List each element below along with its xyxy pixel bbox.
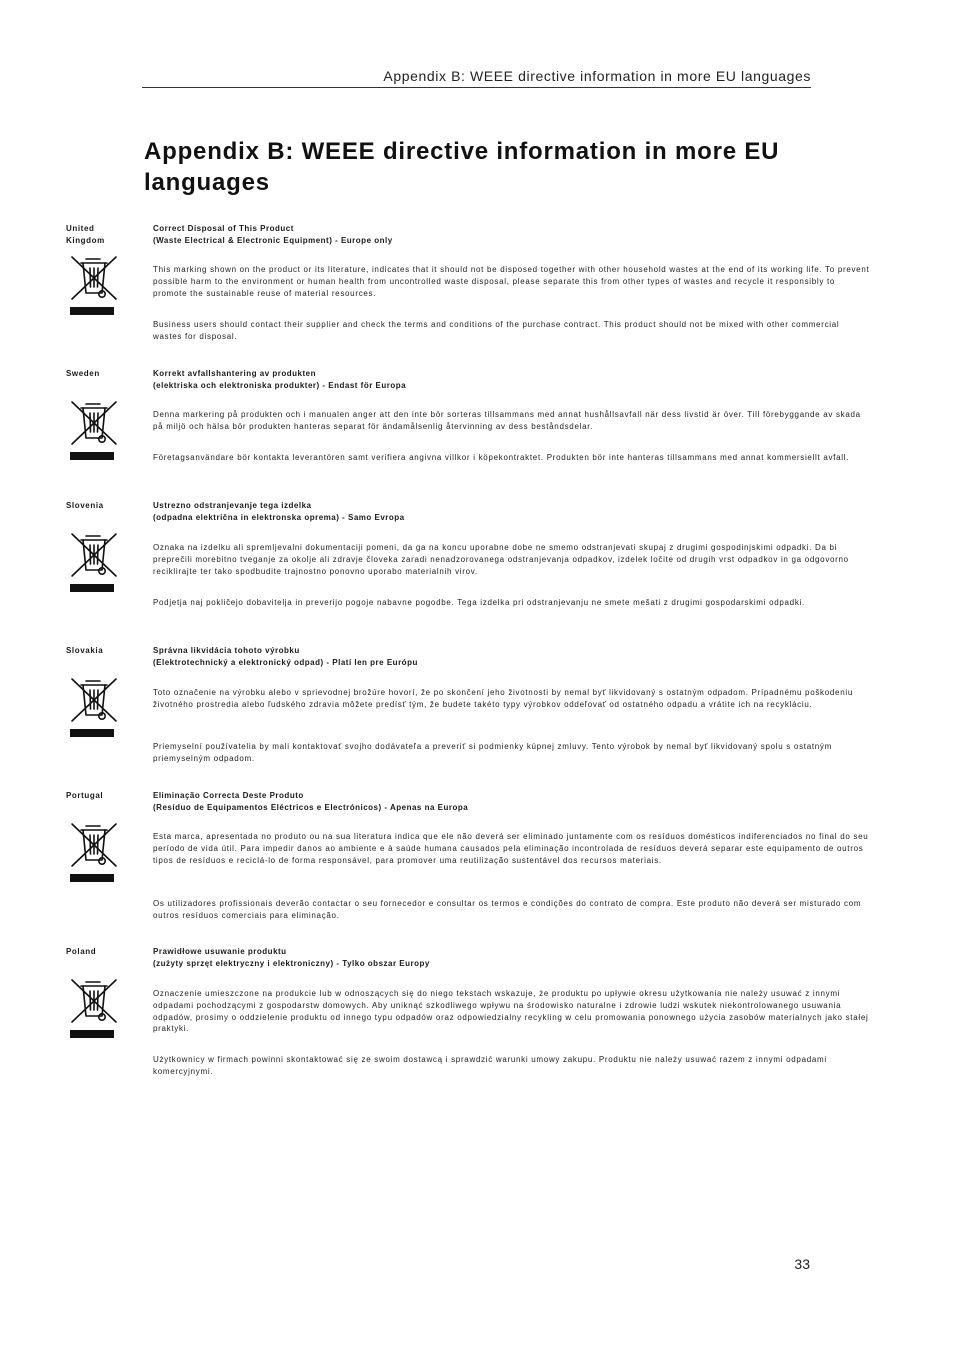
disposal-paragraph: This marking shown on the product or its literature, indicates that it should not be disposed together with other household wastes at the end of its working life. To prevent possible harm to the environment or human health from uncontrolled waste disposal, please separate this from other types of wastes and recycle it responsibly to promote the sustainable reuse of material resources. — [153, 265, 870, 298]
page-title: Appendix B: WEEE directive information in more EU languages — [144, 138, 780, 196]
business-paragraph: Podjetja naj pokličejo dobavitelja in preverijo pogoje nabavne pogodbe. Tega izdelka pri odstranjevanju ne smete mešati z drugimi gospodarskimi odpadki. — [153, 598, 805, 607]
country-label: Sweden — [66, 369, 100, 378]
business-paragraph: Business users should contact their supplier and check the terms and conditions of the purchase contract. This product should not be mixed with other commercial wastes for disposal. — [153, 320, 840, 341]
page-number: 33 — [794, 1256, 810, 1272]
business-paragraph: Företagsanvändare bör kontakta leverantören samt verifiera angivna villkor i köpekontraktet. Produkten bör inte hanteras tillsammans med annat kommersiellt avfall. — [153, 453, 850, 462]
header-rule — [142, 87, 811, 88]
crossed-out-wheeled-bin-icon — [70, 820, 118, 882]
disposal-paragraph: Esta marca, apresentada no produto ou na sua literatura indica que ele não deverá ser eliminado juntamente com os resíduos domésticos indiferenciados no final do seu período de vida útil. Para impedir danos ao ambiente e à saúde humana causados pela eliminação incontrolada de resíduos deverá separar este equipamento de outros tipos de resíduos e reciclá-lo de forma responsável, para promover uma reutilização sustentável dos recursos materiais. — [153, 832, 869, 865]
disposal-paragraph: Oznaczenie umieszczone na produkcie lub w odnoszących się do niego tekstach wskazuje, że produktu po upływie okresu użytkowania nie należy usuwać z innymi odpadami pochodzącymi z gospodarstw domowych. Aby uniknąć szkodliwego wpływu na środowisko naturalne i zdrowie ludzi wskutek niekontrolowanego usuwania odpadów, prosimy o oddzielenie produktu od innego typu odpadów oraz odpowiedzialny recykling w celu promowania ponownego użycia zasobów materialnych jako stałej praktyki. — [153, 989, 869, 1034]
country-label: Poland — [66, 947, 97, 956]
section-heading: Korrekt avfallshantering av produkten (elektriska och elektroniska produkter) - Endast för Europa — [153, 369, 407, 390]
crossed-out-wheeled-bin-icon — [70, 398, 118, 460]
section-heading: Prawidłowe usuwanie produktu (zużyty sprzęt elektryczny i elektroniczny) - Tylko obszar Europy — [153, 947, 430, 968]
section-heading: Ustrezno odstranjevanje tega izdelka (odpadna električna in elektronska oprema) - Samo Evropa — [153, 501, 405, 522]
disposal-paragraph: Denna markering på produkten och i manualen anger att den inte bör sorteras tillsammans med annat hushållsavfall när dess livstid är över. Till förebyggande av skada på miljö och hälsa bör produkten hanteras separat för ändamålsenlig återvinning av dess beståndsdelar. — [153, 410, 861, 431]
crossed-out-wheeled-bin-icon — [70, 530, 118, 592]
country-label: United Kingdom — [66, 224, 105, 245]
business-paragraph: Os utilizadores profissionais deverão contactar o seu fornecedor e consultar os termos e condições do contrato de compra. Este produto não deverá ser misturado com outros resíduos comerciais para eliminação. — [153, 899, 862, 920]
business-paragraph: Użytkownicy w firmach powinni skontaktować się ze swoim dostawcą i sprawdzić warunki umowy zakupu. Produktu nie należy usuwać razem z innymi odpadami komercyjnymi. — [153, 1055, 827, 1076]
section-heading: Eliminação Correcta Deste Produto (Resíduo de Equipamentos Eléctricos e Electrónicos) - Apenas na Europa — [153, 791, 469, 812]
disposal-paragraph: Toto označenie na výrobku alebo v sprievodnej brožúre hovorí, že po skončení jeho životnosti by nemal byť likvidovaný s ostatným odpadom. Prípadnému poškodeniu životného prostredia alebo ľudského zdravia môžete predísť tým, že budete takéto typy výrobkov oddeľovať od ostatného odpadu a vrátite ich na recykláciu. — [153, 688, 853, 709]
country-label: Slovakia — [66, 646, 104, 655]
country-label: Slovenia — [66, 501, 104, 510]
country-label: Portugal — [66, 791, 104, 800]
crossed-out-wheeled-bin-icon — [70, 253, 118, 315]
crossed-out-wheeled-bin-icon — [70, 675, 118, 737]
running-header-title: Appendix B: WEEE directive information in more EU languages — [383, 68, 811, 84]
section-heading: Správna likvidácia tohoto výrobku (Elektrotechnický a elektronický odpad) - Platí len pre Európu — [153, 646, 418, 667]
disposal-paragraph: Oznaka na izdelku ali spremljevalni dokumentaciji pomeni, da ga na koncu uporabne dobe ne smemo odstranjevati skupaj z drugimi gospodinjskimi odpadki. Da bi preprečili morebitno tveganje za okolje ali zdravje človeka zaradi nenadzorovanega odstranjevanja odpadkov, izdelek ločite od drugih vrst odpadkov in ga odgovorno reciklirajte ter tako spodbudite trajnostno ponovno uporabo materialnih virov. — [153, 543, 849, 576]
crossed-out-wheeled-bin-icon — [70, 976, 118, 1038]
business-paragraph: Priemyselní používatelia by mali kontaktovať svojho dodávateľa a preveriť si podmienky kúpnej zmluvy. Tento výrobok by nemal byť likvidovaný spolu s ostatným priemyselným odpadom. — [153, 742, 832, 763]
section-heading: Correct Disposal of This Product (Waste Electrical & Electronic Equipment) - Europe only — [153, 224, 393, 245]
